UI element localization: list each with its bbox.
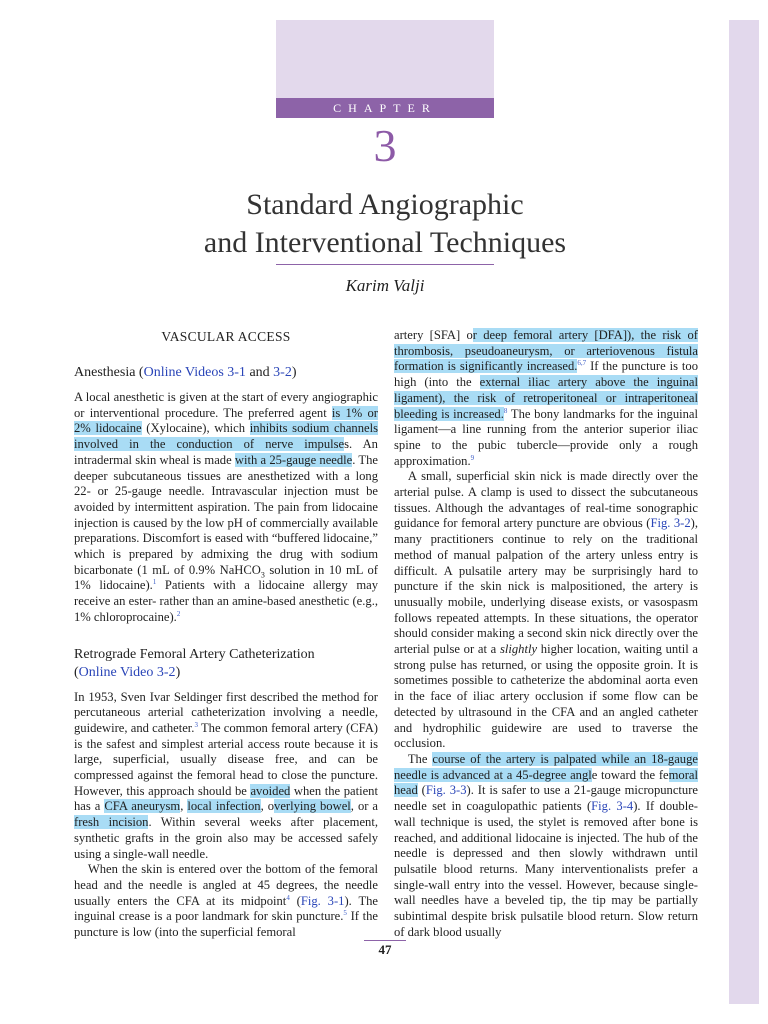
paragraph-puncture-risks bbox=[394, 328, 698, 469]
body-text: . The deeper subcutaneous tissues are anesthetized with a long 22- or 25-gauge needle. Intravascular injection must be avoided by intermittent aspiration. The pain from lidocaine injection is caused by the low pH of commercially available preparations. Discomfort is eased with “buffered lidocaine,” which is prepared by admixing the drug with sodium bicarbonate (1 mL of 0.9% NaHCO bbox=[74, 452, 378, 577]
subscript: 3 bbox=[260, 570, 265, 580]
section-heading-vascular-access: VASCULAR ACCESS bbox=[161, 329, 291, 344]
paragraph-seldinger bbox=[74, 690, 378, 863]
highlight[interactable]: local infection bbox=[187, 799, 261, 814]
subheading-text: ) bbox=[291, 365, 297, 380]
body-text: The bony landmarks for the inguinal ligament—a line running from the anterior superior iliac spine to the pubic tubercle—provide only a rough approximation. bbox=[394, 406, 698, 468]
body-text: ( bbox=[289, 893, 301, 908]
reference-marker[interactable]: 2 bbox=[176, 609, 181, 618]
body-text: ). It is safer to use a 21-gauge micropuncture needle set in coagulopathic patients ( bbox=[394, 783, 699, 814]
title-line-2: and Interventional Techniques bbox=[203, 226, 567, 259]
body-text: s. An intradermal skin wheal is made bbox=[74, 437, 378, 467]
paragraph-needle-advance bbox=[394, 752, 698, 940]
highlight[interactable]: r deep femoral artery [DFA]), the risk of thrombosis, pseudoaneurysm, or arteriovenous fistula formation is significantly increased. bbox=[394, 328, 698, 374]
chapter-title bbox=[150, 186, 620, 262]
right-column bbox=[394, 328, 698, 940]
reference-marker[interactable]: 8 bbox=[503, 406, 508, 415]
reference-marker[interactable]: 5 bbox=[343, 909, 347, 918]
link-fig-3-4[interactable]: Fig. 3-4 bbox=[591, 799, 634, 814]
body-text: When the skin is entered over the bottom of the femoral head and the needle is angled at 45 degrees, the needle usually enters the CFA at its midpoint bbox=[74, 862, 378, 908]
body-text: If the puncture is low (into the superficial femoral bbox=[74, 909, 378, 940]
body-text: Patients with a lidocaine allergy may receive an ester- rather than an amine-based anesthetic (e.g., 1% chloroprocaine). bbox=[74, 578, 378, 624]
title-line-1: Standard Angiographic bbox=[246, 188, 524, 221]
link-online-videos-3-1[interactable]: Online Videos 3-1 bbox=[143, 365, 246, 380]
subheading-text: Anesthesia ( bbox=[74, 365, 144, 380]
highlight[interactable]: CFA aneurysm bbox=[104, 799, 181, 814]
link-online-video-3-2[interactable]: Online Video 3-2 bbox=[78, 664, 176, 680]
paragraph-skin-nick bbox=[394, 469, 698, 752]
paragraph-needle-angle bbox=[74, 862, 378, 941]
link-fig-3-1[interactable]: Fig. 3-1 bbox=[300, 893, 345, 908]
subheading-anesthesia bbox=[74, 364, 378, 382]
page-number-rule bbox=[364, 940, 406, 941]
page-number: 47 bbox=[378, 942, 392, 957]
highlight[interactable]: course of the artery is palpated while an 18-gauge needle is advanced at a 45-degree angl bbox=[394, 751, 698, 782]
highlight[interactable]: external iliac artery above the inguinal ligament), the risk of retroperitoneal or intraperitoneal bleeding is increased. bbox=[394, 375, 698, 421]
subheading-text: Retrograde Femoral Artery Catheterization bbox=[74, 646, 315, 662]
emphasis-text: slightly bbox=[499, 642, 538, 657]
body-text: A local anesthetic is given at the start of every angiographic or interventional procedure. The preferred agent bbox=[74, 390, 378, 420]
body-text: (Xylocaine), which bbox=[141, 421, 250, 436]
reference-marker[interactable]: 6,7 bbox=[577, 359, 587, 368]
link-fig-3-2[interactable]: Fig. 3-2 bbox=[650, 516, 691, 531]
body-text: In 1953, Sven Ivar Seldinger first described the method for percutaneous arterial catheterization involving a needle, guidewire, and catheter. bbox=[74, 689, 378, 735]
title-divider bbox=[276, 264, 494, 265]
body-text: ( bbox=[417, 783, 426, 798]
link-fig-3-3[interactable]: Fig. 3-3 bbox=[425, 783, 467, 798]
reference-marker[interactable]: 3 bbox=[194, 720, 198, 729]
subheading-femoral-catheterization bbox=[74, 646, 378, 682]
highlight[interactable]: with a 25-gauge needle bbox=[234, 452, 353, 467]
chapter-number: 3 bbox=[373, 120, 397, 171]
subheading-text: ( bbox=[74, 664, 79, 680]
body-text: ). If double-wall technique is used, the stylet is removed after bone is reached, and additional lidocaine is injected. The hub of the needle is depressed and then slowly withdrawn until pulsatile blood returns. Many interventionalists prefer a single-wall entry into the vessel. However, because single-wall needles have a beveled tip, the tip may be partially subintimal despite brisk pulsatile blood return. Slow return of dark blood usually bbox=[394, 799, 699, 939]
body-text: The bbox=[407, 751, 433, 766]
body-text: ), many practitioners continue to rely on the traditional method of manual palpation of the artery unless entry is difficult. A pulsatile artery may be surprisingly hard to puncture if the skin nick is malpositioned, the artery is unusually mobile, underlying disease exists, or vasospasm follows repeated attempts. In these situations, the operator should consider making a second skin nick directly over the arterial pulse or at a bbox=[394, 516, 698, 657]
body-text: artery [SFA] o bbox=[394, 328, 473, 342]
link-video-3-2[interactable]: 3-2 bbox=[273, 365, 292, 380]
highlight[interactable]: inhibits sodium channels involved in the conduction of nerve impulse bbox=[74, 421, 379, 452]
chapter-header-block bbox=[276, 20, 494, 98]
chapter-label: CHAPTER bbox=[276, 98, 494, 118]
body-text: If the puncture is too high (into the bbox=[394, 359, 698, 390]
highlight[interactable]: avoided bbox=[250, 783, 291, 798]
body-text: ). The inguinal crease is a poor landmark for skin puncture. bbox=[74, 893, 379, 924]
reference-marker[interactable]: 9 bbox=[470, 453, 475, 462]
body-text: solution in 10 mL of 1% lidocaine). bbox=[74, 562, 378, 593]
body-text: A small, superficial skin nick is made directly over the arterial pulse. A clamp is used to dissect the subcutaneous tissues. Although the advantages of real-time sonographic guidance for femoral artery puncture are obvious ( bbox=[394, 469, 698, 531]
body-text: , or a bbox=[350, 799, 379, 814]
body-text: higher location, waiting until a strong pulse has returned, or using the opposite groin. It is sometimes possible to catheterize the abdominal aorta even in the face of iliac artery occlusion if some flow can be detected by ultrasound in the CFA and an angled catheter and hydrophilic guidewire are used to traverse the occlusion. bbox=[394, 642, 698, 751]
highlight[interactable]: is 1% or 2% lidocaine bbox=[74, 405, 378, 436]
reference-marker[interactable]: 1 bbox=[152, 578, 157, 587]
left-column bbox=[74, 328, 378, 941]
highlight[interactable]: verlying bowel bbox=[274, 799, 351, 814]
reference-marker[interactable]: 4 bbox=[286, 893, 290, 902]
body-text: . Within several weeks after placement, synthetic grafts in the groin also may be accessed safely using a single-wall needle. bbox=[74, 815, 378, 861]
body-text: e toward the fe bbox=[591, 767, 669, 782]
body-text: when the patient has a bbox=[74, 783, 378, 814]
author-name: Karim Valji bbox=[345, 276, 425, 295]
subheading-text: ) bbox=[175, 664, 181, 680]
highlight[interactable]: fresh incision bbox=[74, 815, 149, 830]
body-text: , o bbox=[260, 799, 275, 814]
paragraph-anesthesia bbox=[74, 390, 378, 626]
highlight[interactable]: moral head bbox=[394, 767, 698, 798]
subheading-text: and bbox=[245, 365, 274, 380]
side-color-band bbox=[729, 20, 759, 1004]
body-text: , bbox=[180, 799, 188, 814]
body-text: The common femoral artery (CFA) is the safest and simplest arterial access route because it is large, superficial, usually disease free, and can be compressed against the femoral head to close the puncture. However, this approach should be bbox=[74, 720, 378, 798]
